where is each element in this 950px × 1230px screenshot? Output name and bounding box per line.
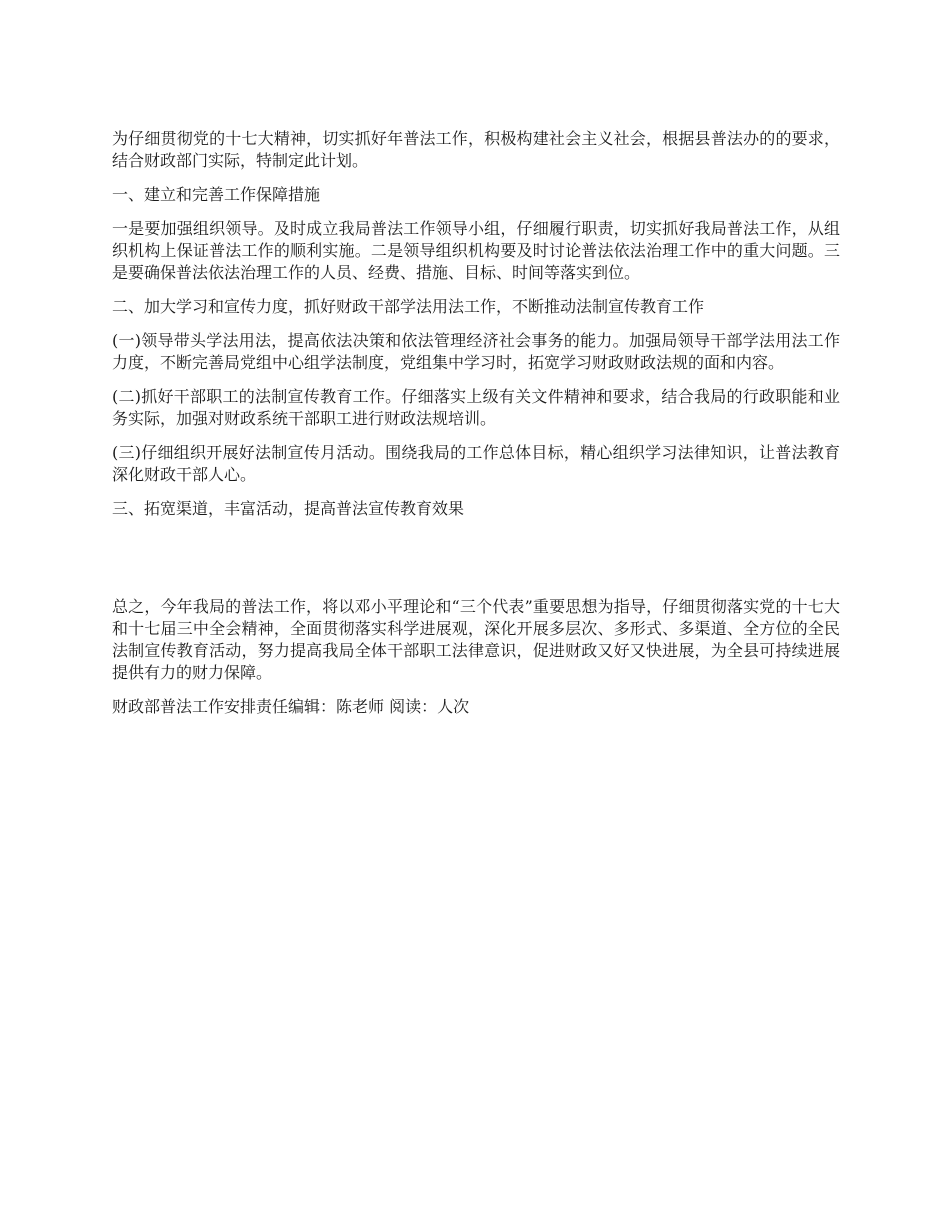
section-2-item-3: (三)仔细组织开展好法制宣传月活动。围绕我局的工作总体目标，精心组织学习法律知识，让普法教育深化财政干部人心。 [112, 443, 840, 484]
section-1-paragraph: 一是要加强组织领导。及时成立我局普法工作领导小组，仔细履行职责，切实抓好我局普法工作，从组织机构上保证普法工作的顺利实施。二是领导组织机构要及时讨论普法依法治理工作中的重大问题。三是要确保普法依法治理工作的人员、经费、措施、目标、时间等落实到位。 [112, 219, 840, 282]
section-heading-2: 二、加大学习和宣传力度，抓好财政干部学法用法工作，不断推动法制宣传教育工作 [112, 297, 705, 316]
section-2-item-1: (一)领导带头学法用法，提高依法决策和依法管理经济社会事务的能力。加强局领导干部学法用法工作力度，不断完善局党组中心组学法制度，党组集中学习时，拓宽学习财政财政法规的面和内容。 [112, 331, 840, 372]
intro-paragraph: 为仔细贯彻党的十七大精神，切实抓好年普法工作，积极构建社会主义社会，根据县普法办的的要求，结合财政部门实际，特制定此计划。 [112, 129, 840, 170]
section-heading-3: 三、拓宽渠道，丰富活动，提高普法宣传教育效果 [112, 499, 465, 518]
blank-gap [112, 532, 840, 596]
footer-credit: 财政部普法工作安排责任编辑：陈老师 阅读：人次 [112, 697, 470, 716]
document-body [112, 128, 840, 730]
section-2-item-2: (二)抓好干部职工的法制宣传教育工作。仔细落实上级有关文件精神和要求，结合我局的行政职能和业务实际，加强对财政系统干部职工进行财政法规培训。 [112, 387, 840, 428]
section-heading-1: 一、建立和完善工作保障措施 [112, 185, 321, 204]
conclusion-paragraph: 总之，今年我局的普法工作，将以邓小平理论和“三个代表”重要思想为指导，仔细贯彻落实党的十七大和十七届三中全会精神，全面贯彻落实科学进展观，深化开展多层次、多形式、多渠道、全方位的全民法制宣传教育活动，努力提高我局全体干部职工法律意识，促进财政又好又快进展，为全县可持续进展提供有力的财力保障。 [112, 597, 840, 682]
